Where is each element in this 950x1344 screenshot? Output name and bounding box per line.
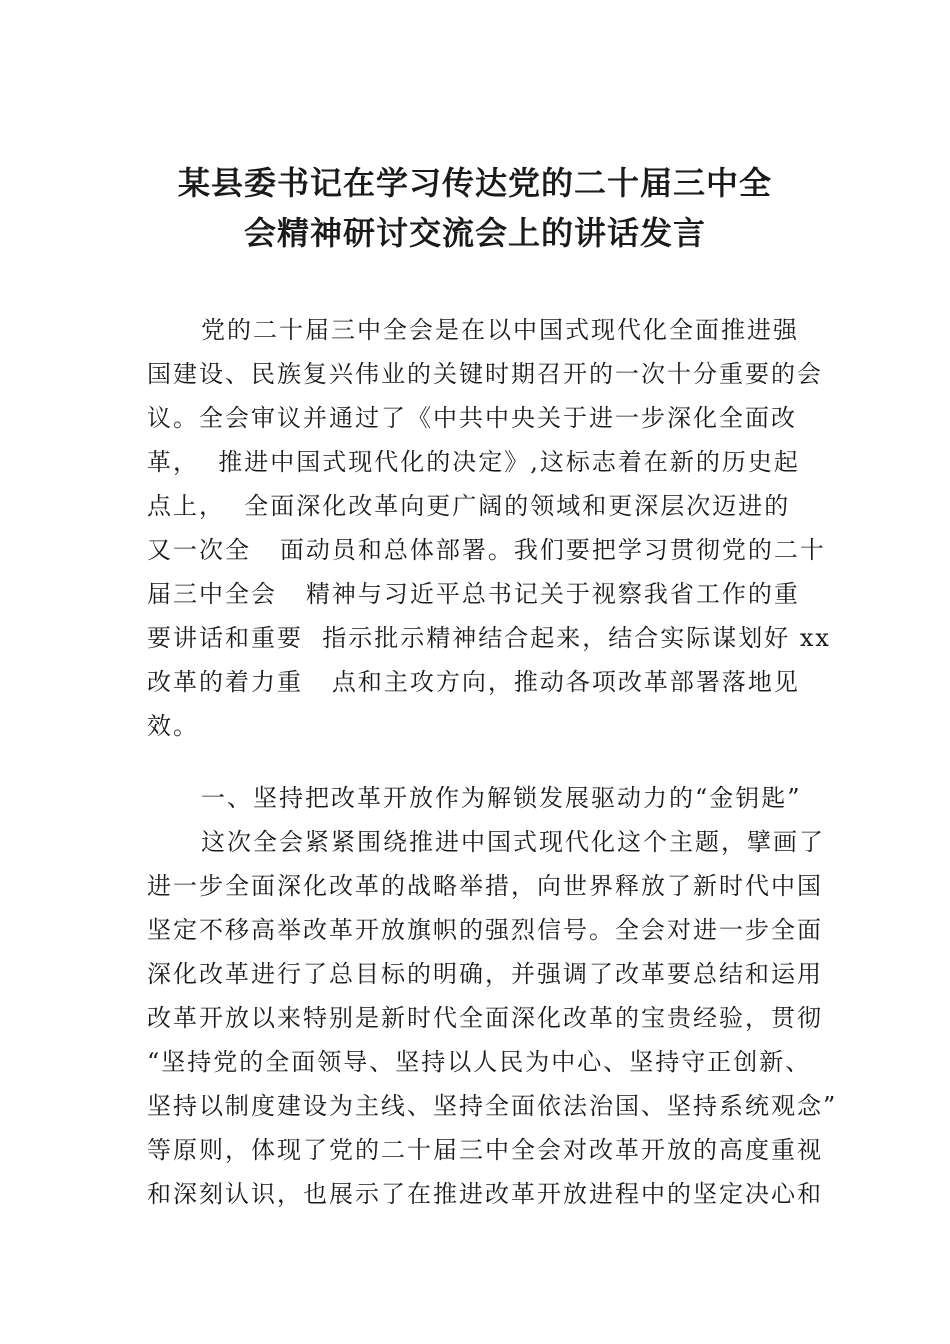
paragraph-line: 改革开放以来特别是新时代全面深化改革的宝贵经验，贯彻 xyxy=(147,1004,823,1032)
paragraph-line: 革， 推进中国式现代化的决定》,这标志着在新的历史起 xyxy=(147,448,800,476)
document-body xyxy=(147,308,838,1216)
title-line-2: 会精神研讨交流会上的讲话发言 xyxy=(243,214,706,252)
paragraph-line: 坚持以制度建设为主线、坚持全面依法治国、坚持系统观念” xyxy=(147,1092,838,1120)
paragraph-line: 效。 xyxy=(147,712,199,740)
paragraph-line: 党的二十届三中全会是在以中国式现代化全面推进强 xyxy=(201,316,799,344)
title-line-1: 某县委书记在学习传达党的二十届三中全 xyxy=(177,164,772,202)
paragraph-line: 和深刻认识，也展示了在推进改革开放进程中的坚定决心和 xyxy=(147,1180,823,1208)
paragraph-line: 坚定不移高举改革开放旗帜的强烈信号。全会对进一步全面 xyxy=(147,916,823,944)
paragraph-line: 等原则，体现了党的二十届三中全会对改革开放的高度重视 xyxy=(147,1136,823,1164)
paragraph-line: “坚持党的全面领导、坚持以人民为中心、坚持守正创新、 xyxy=(147,1048,812,1076)
section-heading-1: 一、坚持把改革开放作为解锁发展驱动力的“金钥匙” xyxy=(201,784,802,812)
paragraph-line: 议。全会审议并通过了《中共中央关于进一步深化全面改 xyxy=(147,404,797,432)
paragraph-2 xyxy=(147,820,838,1216)
paragraph-1 xyxy=(147,308,831,748)
paragraph-line: 改革的着力重 点和主攻方向，推动各项改革部署落地见 xyxy=(147,668,800,696)
paragraph-line: 国建设、民族复兴伟业的关键时期召开的一次十分重要的会 xyxy=(147,360,823,388)
paragraph-line: 点上， 全面深化改革向更广阔的领域和更深层次迈进的 xyxy=(147,492,791,520)
paragraph-line: 要讲话和重要 指示批示精神结合起来，结合实际谋划好 xx xyxy=(147,624,831,652)
paragraph-line: 届三中全会 精神与习近平总书记关于视察我省工作的重 xyxy=(147,580,800,608)
paragraph-line: 进一步全面深化改革的战略举措，向世界释放了新时代中国 xyxy=(147,872,823,900)
paragraph-line: 这次全会紧紧围绕推进中国式现代化这个主题，擘画了 xyxy=(201,828,825,856)
paragraph-line: 深化改革进行了总目标的明确，并强调了改革要总结和运用 xyxy=(147,960,823,988)
document-title xyxy=(120,158,830,258)
paragraph-line: 又一次全 面动员和总体部署。我们要把学习贯彻党的二十 xyxy=(147,536,826,564)
